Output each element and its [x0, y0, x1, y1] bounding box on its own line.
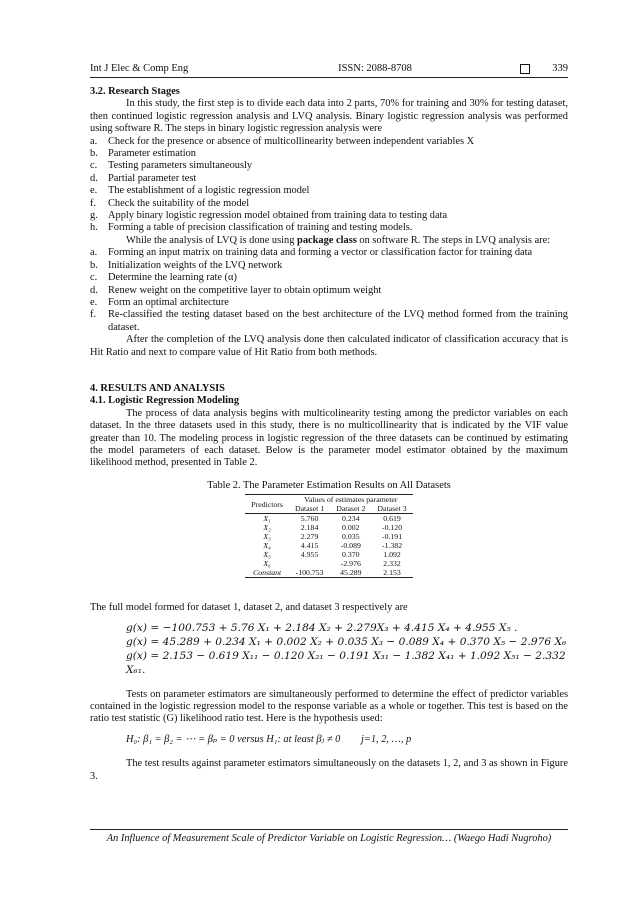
section-title-research-stages: 3.2. Research Stages: [90, 86, 180, 97]
list-item-label: d.: [90, 284, 98, 296]
predictor-cell: X₅: [263, 550, 271, 560]
list-item-label: b.: [90, 259, 98, 271]
predictor-cell: Constant: [253, 568, 282, 578]
list-item-label: a.: [90, 247, 98, 259]
list-item-label: f.: [90, 309, 97, 321]
paragraph-research-stages: In this study, the first step is to divide each data into 2 parts, 70% for training and 30% for testing dataset, then continued logistic regression analysis and LVQ analysis. Binary logistic regression analysis was performed using software R. The steps in binary logistic regression analysis were: [90, 98, 568, 135]
value-cell: 2.153: [383, 568, 401, 578]
value-cell: 0.234: [342, 514, 360, 524]
value-cell: -100.753: [295, 568, 324, 578]
predictor-cell: X₃: [263, 532, 271, 542]
value-cell: [289, 559, 330, 568]
page-body: [90, 86, 568, 783]
predictor-cell: X₄: [263, 541, 271, 551]
list-item-label: b.: [90, 148, 98, 160]
table-row: [245, 568, 412, 578]
table-row: [245, 550, 412, 559]
value-cell: 2.332: [383, 559, 401, 569]
list-item-label: h.: [90, 222, 98, 234]
list-item-label: c.: [90, 272, 98, 284]
list-item: [90, 260, 568, 272]
list-item-text: Form an optimal architecture: [108, 296, 229, 308]
hypothesis-statement: H₀: β₁ = β₂ = ⋯ = βₚ = 0 versus H₁: at least βⱼ ≠ 0: [126, 733, 341, 745]
list-item-text: Forming a table of precision classification of training and testing models.: [108, 222, 413, 234]
running-footer: An Influence of Measurement Scale of Predictor Variable on Logistic Regression… (Waego Hadi Nugroho): [90, 829, 568, 844]
list-item: [90, 309, 568, 334]
list-item: [90, 285, 568, 297]
list-item: [90, 272, 568, 284]
hypothesis-index-range: j=1, 2, …, p: [360, 733, 412, 745]
list-item-text: Re-classified the testing dataset based on the best architecture of the LVQ method formed from the training dataset.: [108, 309, 568, 333]
table-row: [245, 523, 412, 532]
equation-dataset-2: g(x) = 45.289 + 0.234 X₁ + 0.002 X₂ + 0.035 X₃ − 0.089 X₄ + 0.370 X₅ − 2.976 X₆: [126, 635, 567, 648]
list-item-label: f.: [90, 197, 97, 209]
paragraph-lvq-intro: While the analysis of LVQ is done using package class on software R. The steps in LVQ analysis are:: [126, 234, 551, 246]
list-item: [90, 198, 568, 210]
value-cell: 2.279: [300, 532, 319, 542]
value-cell: 4.415: [300, 541, 319, 551]
value-cell: -1.382: [381, 541, 403, 551]
value-cell: 0.370: [342, 550, 360, 560]
list-item: [90, 210, 568, 222]
col-dataset-3: Dataset 3: [377, 504, 407, 514]
value-cell: 0.002: [342, 523, 360, 533]
list-item-text: Forming an input matrix on training data and forming a vector or classification factor for training data: [108, 247, 533, 259]
value-cell: 0.035: [342, 532, 360, 542]
page-number: 339: [552, 63, 568, 74]
hypothesis: [126, 734, 568, 746]
value-cell: 1.092: [383, 550, 401, 560]
list-item-text: Testing parameters simultaneously: [108, 160, 253, 172]
predictor-cell: X₁: [263, 514, 271, 524]
checkbox-glyph-icon: [520, 64, 530, 74]
list-item-text: Check the suitability of the model: [108, 197, 250, 209]
list-item-label: g.: [90, 210, 98, 222]
value-cell: 0.619: [383, 514, 401, 524]
predictor-cell: X₆: [263, 559, 271, 569]
list-item: [90, 297, 568, 309]
values-header: Values of estimates parameter: [304, 495, 398, 505]
list-item: [90, 160, 568, 172]
issn: ISSN: 2088-8708: [338, 63, 412, 74]
value-cell: -2.976: [340, 559, 361, 569]
list-item-label: d.: [90, 172, 98, 184]
value-cell: 2.184: [300, 523, 319, 533]
list-item: [90, 185, 568, 197]
value-cell: -0.120: [381, 523, 403, 533]
list-item-label: a.: [90, 135, 98, 147]
logistic-steps-list: [90, 136, 568, 235]
list-item-text: Initialization weights of the LVQ network: [108, 259, 283, 271]
predictors-header: Predictors: [245, 495, 289, 514]
paragraph-test-results: The test results against parameter estimators simultaneously on the datasets 1, 2, and 3 as shown in Figure 3.: [90, 758, 568, 782]
parameter-estimation-table: [245, 494, 412, 578]
col-dataset-2: Dataset 2: [336, 504, 366, 514]
list-item-label: e.: [90, 185, 98, 197]
value-cell: 4.955: [300, 550, 319, 560]
value-cell: 5.760: [300, 514, 319, 524]
table-caption: Table 2. The Parameter Estimation Results on All Datasets: [207, 479, 451, 491]
table-row: [245, 541, 412, 550]
list-item-text: Renew weight on the competitive layer to obtain optimum weight: [108, 284, 382, 296]
paragraph-logistic-modeling: The process of data analysis begins with multicolinearity testing among the predictor variables on each dataset. In the three datasets used in this study, there is no multicollinearity that is indicated by the VIF value greater than 10. The modeling process in logistic regression of the three datasets can be continued by estimating the model parameters of each dataset. Below is the parameter model estimator obtained by the maximum likelihood method, presented in Table 2.: [90, 407, 568, 469]
table-row: [245, 559, 412, 568]
list-item-text: Apply binary logistic regression model obtained from training data to testing data: [108, 210, 448, 222]
paragraph-simultaneous-test: Tests on parameter estimators are simultaneously performed to determine the effect of predictor variables contained in the logistic regression model to the response variable as a whole or together. This test is based on the ratio test statistic (G) likelihood ratio test. Here is the hypothesis used:: [90, 688, 568, 725]
model-equations: [126, 621, 568, 677]
value-cell: -0.089: [340, 541, 361, 551]
subsection-title-logistic: 4.1. Logistic Regression Modeling: [90, 395, 240, 407]
lvq-steps-list: [90, 247, 568, 334]
list-item-text: Partial parameter test: [108, 172, 197, 184]
list-item: [90, 247, 568, 259]
list-item-text: Check for the presence or absence of multicollinearity between independent variables X: [108, 135, 475, 147]
list-item: [90, 222, 568, 234]
paragraph-full-model: The full model formed for dataset 1, dataset 2, and dataset 3 respectively are: [90, 602, 408, 614]
table-row: [245, 532, 412, 541]
equation-dataset-1: g(x) = −100.753 + 5.76 X₁ + 2.184 X₂ + 2.279X₃ + 4.415 X₄ + 4.955 X₅ .: [126, 621, 518, 634]
value-cell: 45.289: [340, 568, 362, 578]
paragraph-hit-ratio: After the completion of the LVQ analysis done then calculated indicator of classification accuracy that is Hit Ratio and next to compare value of Hit Ratio from both methods.: [90, 334, 568, 358]
journal-name: Int J Elec & Comp Eng: [90, 63, 189, 74]
running-header: [90, 58, 568, 78]
list-item-text: Determine the learning rate (α): [108, 272, 237, 284]
section-title-results: 4. RESULTS AND ANALYSIS: [90, 382, 225, 394]
value-cell: -0.191: [381, 532, 403, 542]
col-dataset-1: Dataset 1: [294, 504, 325, 514]
list-item: [90, 136, 568, 148]
list-item: [90, 148, 568, 160]
table-row: [245, 514, 412, 524]
list-item-text: The establishment of a logistic regression model: [108, 185, 310, 197]
predictor-cell: X₂: [263, 523, 271, 533]
list-item-label: c.: [90, 160, 98, 172]
list-item-label: e.: [90, 296, 98, 308]
list-item-text: Parameter estimation: [108, 148, 197, 160]
list-item: [90, 173, 568, 185]
equation-dataset-3: g(x) = 2.153 − 0.619 X₁₁ − 0.120 X₂₁ − 0.191 X₃₁ − 1.382 X₄₁ + 1.092 X₅₁ − 2.332 X₆₁.: [126, 649, 566, 676]
